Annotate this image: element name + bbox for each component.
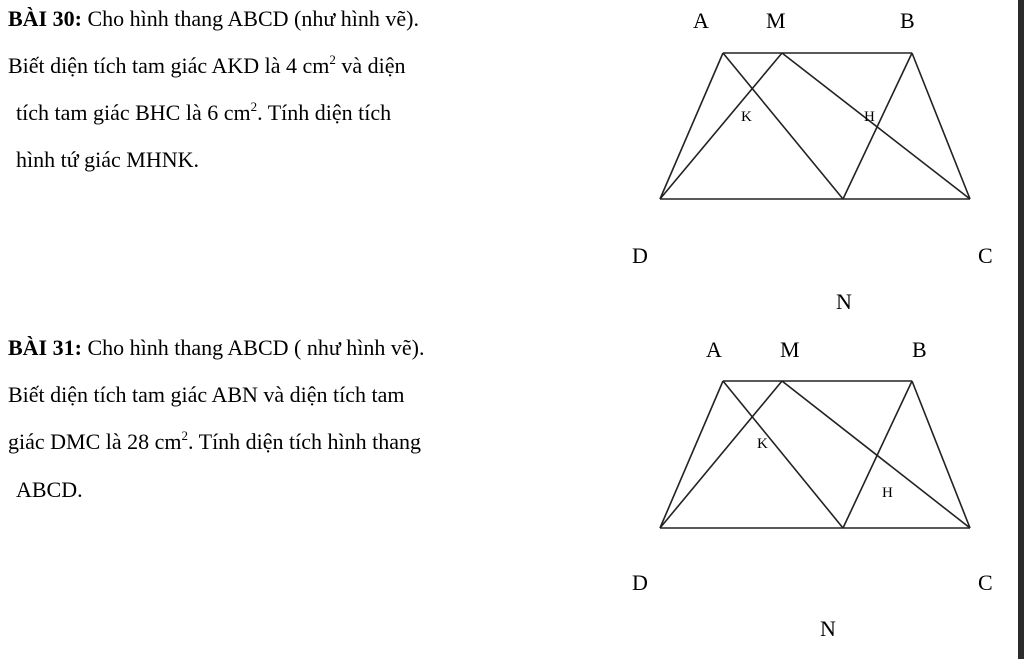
- point-label-a: A: [706, 337, 722, 362]
- problem-30-line-3: tích tam giác BHC là 6 $cm^2$. Tính diện tích: [16, 99, 392, 125]
- segment-bn: [843, 53, 912, 199]
- point-label-h: H: [882, 485, 893, 501]
- point-label-m: M: [766, 8, 786, 33]
- segment-md: [660, 53, 782, 199]
- segment-bn: [843, 381, 912, 528]
- problem-31-figure: [0, 330, 1024, 660]
- problem-30-line-2: Biết diện tích tam giác AKD là 4 $cm^2$ và diện: [8, 52, 406, 78]
- point-label-c: C: [978, 570, 993, 595]
- problem-31-line-1: BÀI 31: Cho hình thang ABCD ( như hình vẽ).: [8, 335, 425, 360]
- point-label-m: M: [780, 337, 800, 362]
- point-label-a: A: [693, 8, 709, 33]
- point-label-h: H: [864, 109, 875, 125]
- point-label-c: C: [978, 243, 993, 268]
- point-label-d: D: [632, 243, 648, 268]
- problem-31: [0, 330, 1024, 660]
- problem-31-line-3: giác DMC là 28 $cm^2$. Tính diện tích hình thang: [8, 428, 422, 454]
- segment-md: [660, 381, 782, 528]
- edge-ad: [660, 381, 723, 528]
- point-label-b: B: [900, 8, 915, 33]
- problem-31-label: BÀI 31:: [8, 335, 82, 360]
- point-label-k: K: [757, 436, 768, 452]
- point-label-k: K: [741, 109, 752, 125]
- edge-ad: [660, 53, 723, 199]
- problem-31-line-4: ABCD.: [16, 477, 83, 502]
- problem-30-line-4: hình tứ giác MHNK.: [16, 147, 200, 172]
- problem-30-line-1: BÀI 30: Cho hình thang ABCD (như hình vẽ).: [8, 6, 419, 31]
- point-label-d: D: [632, 570, 648, 595]
- right-edge-strip: [1018, 0, 1024, 659]
- segment-an: [723, 381, 843, 528]
- segment-an: [723, 53, 843, 199]
- point-label-n: N: [836, 289, 852, 314]
- point-label-n: N: [820, 616, 836, 641]
- problem-31-line-2: Biết diện tích tam giác ABN và diện tích tam: [8, 382, 405, 407]
- problem-30-label: BÀI 30:: [8, 6, 82, 31]
- point-label-b: B: [912, 337, 927, 362]
